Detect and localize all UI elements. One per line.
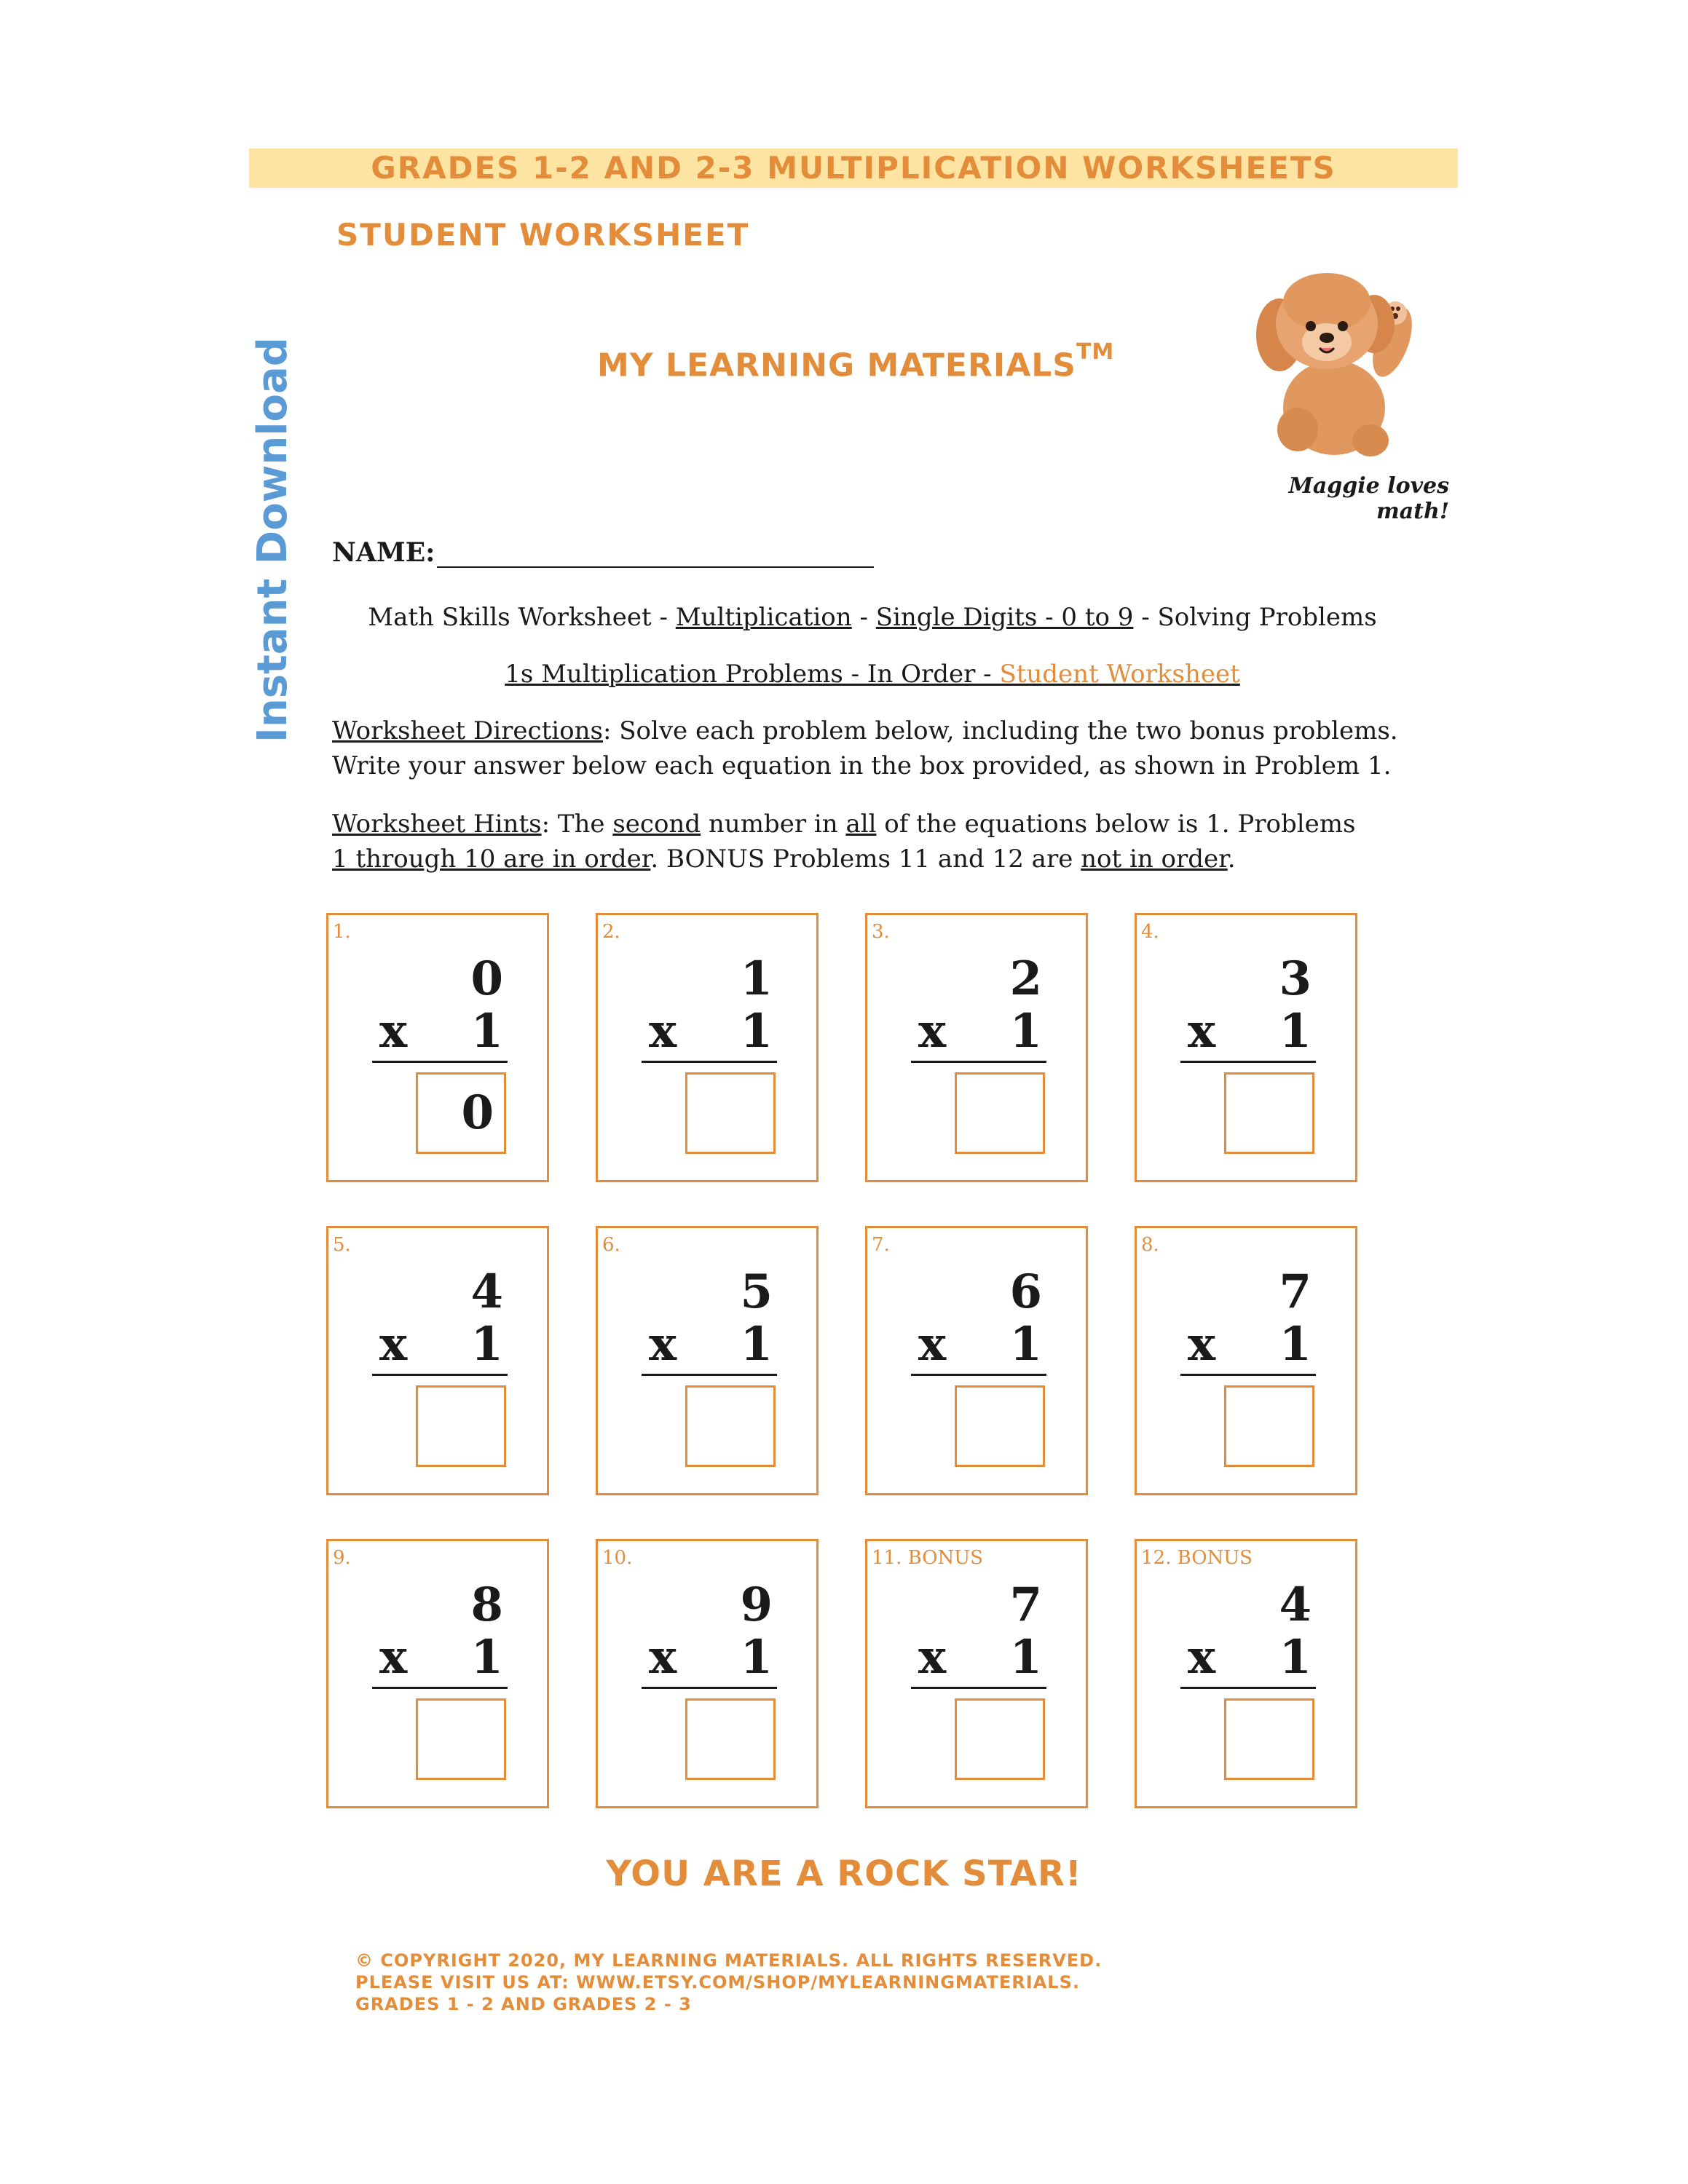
multiplicand: 4 xyxy=(1279,1578,1312,1632)
equation-rule xyxy=(1180,1374,1316,1376)
equation-rule xyxy=(372,1687,508,1689)
multiplicand: 1 xyxy=(740,951,773,1006)
multiplicand: 2 xyxy=(1009,951,1042,1006)
brand-name xyxy=(597,339,1115,384)
problem-number: 1. xyxy=(333,921,351,943)
problem-card xyxy=(865,913,1088,1182)
multiplier: 1 xyxy=(470,1630,503,1685)
multiply-operator: x xyxy=(918,1004,947,1059)
equation-rule xyxy=(911,1061,1046,1063)
equation-rule xyxy=(642,1687,777,1689)
multiplicand: 9 xyxy=(740,1578,773,1632)
problem-number: 5. xyxy=(333,1234,351,1256)
answer-box[interactable] xyxy=(1224,1385,1314,1467)
answer-box[interactable] xyxy=(685,1072,776,1154)
dog-mascot-icon xyxy=(1247,262,1429,466)
hints-t2: number in xyxy=(701,810,846,839)
mascot-caption: Maggie loves math! xyxy=(1288,473,1449,524)
directions-label: Worksheet Directions xyxy=(332,716,603,745)
equation-rule xyxy=(642,1061,777,1063)
equation-rule xyxy=(372,1061,508,1063)
equation-rule xyxy=(1180,1687,1316,1689)
multiplier: 1 xyxy=(1009,1630,1042,1685)
banner-title: GRADES 1-2 AND 2-3 MULTIPLICATION WORKSHEETS xyxy=(371,150,1336,186)
problem-card xyxy=(1135,913,1357,1182)
multiply-operator: x xyxy=(649,1317,677,1372)
problem-card xyxy=(596,913,819,1182)
copyright-line: © COPYRIGHT 2020, MY LEARNING MATERIALS. ALL RIGHTS RESERVED. xyxy=(355,1950,1103,1971)
answer-box[interactable] xyxy=(955,1385,1045,1467)
hints-t3: of the equations below is 1. Problems xyxy=(876,810,1356,839)
hints-t4: . BONUS Problems 11 and 12 are xyxy=(650,844,1081,874)
multiplicand: 4 xyxy=(470,1265,503,1319)
problem-number: 6. xyxy=(602,1234,620,1256)
answer-box[interactable]: 0 xyxy=(416,1072,506,1154)
problem-number: 7. xyxy=(872,1234,890,1256)
multiplicand: 7 xyxy=(1279,1265,1312,1319)
hints-label: Worksheet Hints xyxy=(332,810,542,839)
instant-download-label: Instant Download xyxy=(249,337,296,743)
multiply-operator: x xyxy=(1188,1630,1216,1685)
multiplicand: 8 xyxy=(470,1578,503,1632)
multiplier: 1 xyxy=(1009,1004,1042,1059)
footer xyxy=(355,1950,1102,2015)
multiply-operator: x xyxy=(649,1004,677,1059)
hints-t1: : The xyxy=(541,810,613,839)
name-field[interactable] xyxy=(437,566,874,568)
grades-line: GRADES 1 - 2 AND GRADES 2 - 3 xyxy=(355,1994,692,2014)
skills-line xyxy=(332,603,1413,632)
answer-box[interactable] xyxy=(1224,1698,1314,1780)
multiply-operator: x xyxy=(379,1630,408,1685)
multiplier: 1 xyxy=(1279,1317,1312,1372)
multiplicand: 5 xyxy=(740,1265,773,1319)
visit-line: PLEASE VISIT US AT: WWW.ETSY.COM/SHOP/MYLEARNINGMATERIALS. xyxy=(355,1972,1080,1993)
equation-rule xyxy=(372,1374,508,1376)
hints-t5: . xyxy=(1227,844,1236,874)
multiply-operator: x xyxy=(1188,1004,1216,1059)
problem-number: 9. xyxy=(333,1547,351,1569)
equation-rule xyxy=(911,1374,1046,1376)
trademark: TM xyxy=(1076,339,1115,365)
multiplier: 1 xyxy=(470,1317,503,1372)
problem-set-title xyxy=(332,660,1413,689)
skills-suffix: - Solving Problems xyxy=(1133,603,1377,632)
hints-range: 1 through 10 are in order xyxy=(332,844,651,874)
answer-box[interactable] xyxy=(1224,1072,1314,1154)
problem-number: 10. xyxy=(602,1547,633,1569)
skills-prefix: Math Skills Worksheet - xyxy=(368,603,676,632)
skills-sep: - xyxy=(851,603,876,632)
problem-card xyxy=(1135,1226,1357,1495)
problem-number: 2. xyxy=(602,921,620,943)
multiply-operator: x xyxy=(1188,1317,1216,1372)
multiplicand: 0 xyxy=(470,951,503,1006)
problem-number: 8. xyxy=(1141,1234,1159,1256)
answer-box[interactable] xyxy=(685,1385,776,1467)
multiply-operator: x xyxy=(649,1630,677,1685)
multiplicand: 7 xyxy=(1009,1578,1042,1632)
equation-rule xyxy=(911,1687,1046,1689)
multiply-operator: x xyxy=(379,1004,408,1059)
problem-card xyxy=(1135,1539,1357,1808)
problem-card xyxy=(326,913,549,1182)
answer-box[interactable] xyxy=(955,1072,1045,1154)
answer-box[interactable] xyxy=(416,1698,506,1780)
rock-star-message: YOU ARE A ROCK STAR! xyxy=(606,1853,1082,1894)
problem-number: 4. xyxy=(1141,921,1159,943)
answer-box[interactable] xyxy=(685,1698,776,1780)
skills-digits: Single Digits - 0 to 9 xyxy=(875,603,1134,632)
multiplier: 1 xyxy=(1279,1004,1312,1059)
problem-number: 12. BONUS xyxy=(1141,1547,1253,1569)
answer-box[interactable] xyxy=(955,1698,1045,1780)
problem-set-main: 1s Multiplication Problems - In Order - xyxy=(505,660,1000,689)
student-worksheet-label: Student Worksheet xyxy=(999,660,1240,689)
multiplier: 1 xyxy=(1279,1630,1312,1685)
directions-text: : Solve each problem below, including the two bonus problems. xyxy=(602,716,1398,745)
worksheet-hints xyxy=(332,807,1424,877)
name-label: NAME: xyxy=(332,537,435,568)
hints-all: all xyxy=(845,810,877,839)
skills-topic: Multiplication xyxy=(675,603,852,632)
problem-card xyxy=(596,1539,819,1808)
problem-card xyxy=(326,1539,549,1808)
worksheet-directions xyxy=(332,713,1424,783)
worksheet-subtitle: STUDENT WORKSHEET xyxy=(336,217,750,253)
problem-card xyxy=(865,1539,1088,1808)
problem-card xyxy=(326,1226,549,1495)
directions-text-2: Write your answer below each equation in the box provided, as shown in Problem 1. xyxy=(332,751,1392,780)
problem-card xyxy=(596,1226,819,1495)
multiply-operator: x xyxy=(379,1317,408,1372)
problem-number: 11. BONUS xyxy=(872,1547,983,1569)
answer-box[interactable] xyxy=(416,1385,506,1467)
brand-text: MY LEARNING MATERIALS xyxy=(597,347,1076,384)
multiply-operator: x xyxy=(918,1317,947,1372)
problem-number: 3. xyxy=(872,921,890,943)
hints-not-in-order: not in order xyxy=(1081,844,1228,874)
hints-second: second xyxy=(612,810,701,839)
multiply-operator: x xyxy=(918,1630,947,1685)
multiplicand: 3 xyxy=(1279,951,1312,1006)
multiplicand: 6 xyxy=(1009,1265,1042,1319)
multiplier: 1 xyxy=(470,1004,503,1059)
multiplier: 1 xyxy=(1009,1317,1042,1372)
multiplier: 1 xyxy=(740,1630,773,1685)
multiplier: 1 xyxy=(740,1317,773,1372)
multiplier: 1 xyxy=(740,1004,773,1059)
equation-rule xyxy=(642,1374,777,1376)
equation-rule xyxy=(1180,1061,1316,1063)
problem-card xyxy=(865,1226,1088,1495)
